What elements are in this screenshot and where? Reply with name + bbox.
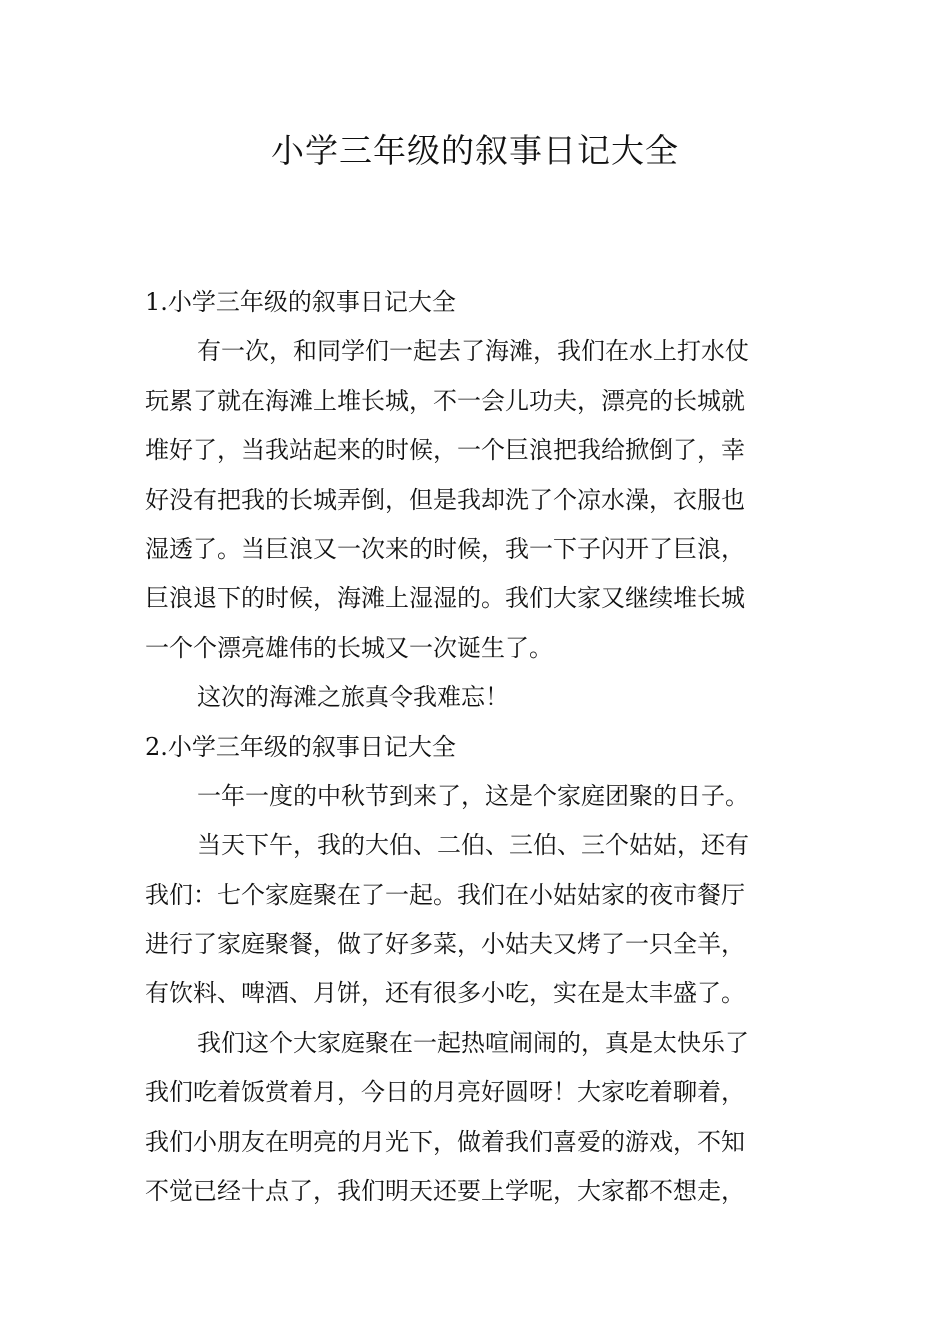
paragraph-line: 巨浪退下的时候，海滩上湿湿的。我们大家又继续堆长城 (145, 584, 745, 613)
paragraph-line: 不觉已经十点了，我们明天还要上学呢，大家都不想走， (145, 1177, 745, 1206)
paragraph-line: 我们这个大家庭聚在一起热喧闹闹的，真是太快乐了 (197, 1028, 749, 1057)
paragraph-line: 堆好了，当我站起来的时候，一个巨浪把我给掀倒了，幸 (145, 436, 745, 465)
paragraph-line: 好没有把我的长城弄倒，但是我却洗了个凉水澡，衣服也 (145, 485, 745, 514)
paragraph-line: 玩累了就在海滩上堆长城，不一会儿功夫，漂亮的长城就 (145, 386, 745, 415)
section-heading: 1.小学三年级的叙事日记大全 (145, 288, 456, 316)
paragraph-line: 这次的海滩之旅真令我难忘！ (197, 683, 509, 712)
paragraph-line: 进行了家庭聚餐，做了好多菜，小姑夫又烤了一只全羊， (145, 930, 745, 959)
document-title: 小学三年级的叙事日记大全 (271, 131, 679, 170)
paragraph-line: 我们小朋友在明亮的月光下，做着我们喜爱的游戏，不知 (145, 1127, 745, 1156)
paragraph-line: 湿透了。当巨浪又一次来的时候，我一下子闪开了巨浪， (145, 534, 745, 563)
document-body (145, 278, 805, 1216)
paragraph-line: 我们：七个家庭聚在了一起。我们在小姑姑家的夜市餐厅 (145, 880, 745, 909)
paragraph-line: 当天下午，我的大伯、二伯、三伯、三个姑姑，还有 (197, 831, 749, 860)
paragraph-line: 一年一度的中秋节到来了，这是个家庭团聚的日子。 (197, 781, 749, 810)
section-heading: 2.小学三年级的叙事日记大全 (145, 732, 456, 761)
paragraph-line: 一个个漂亮雄伟的长城又一次诞生了。 (145, 633, 553, 662)
paragraph-line: 我们吃着饭赏着月，今日的月亮好圆呀！大家吃着聊着， (145, 1078, 745, 1107)
paragraph-line: 有饮料、啤酒、月饼，还有很多小吃，实在是太丰盛了。 (145, 979, 745, 1008)
paragraph-line: 有一次，和同学们一起去了海滩，我们在水上打水仗 (197, 337, 749, 366)
